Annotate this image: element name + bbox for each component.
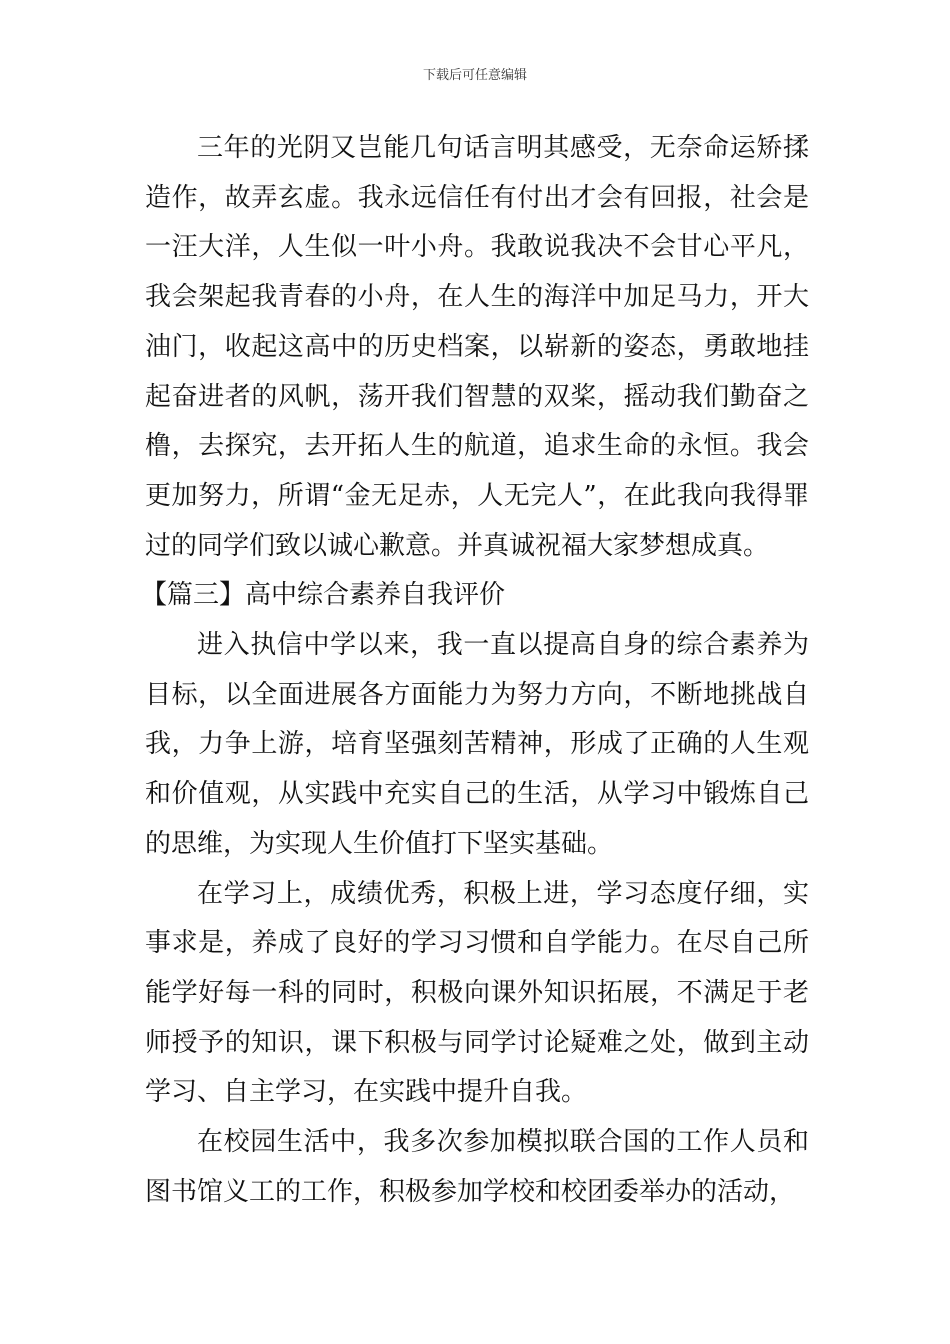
section-heading: 【篇三】高中综合素养自我评价 [141,580,506,611]
paragraph-reflection: 三年的光阴又岂能几句话言明其感受，无奈命运矫揉造作，故弄玄虚。我永远信任有付出才会有回报，社会是一汪大洋，人生似一叶小舟。我敢说我决不会甘心平凡，我会架起我青春的小舟，在人生的海洋中加足马力，开大油门，收起这高中的历史档案，以崭新的姿态，勇敢地挂起奋进者的风帆，荡开我们智慧的双桨，摇动我们勤奋之橹，去探究，去开拓人生的航道，追求生命的永恒。我会更加努力，所谓“金无足赤，人无完人”，在此我向我得罪过的同学们致以诚心歉意。并真诚祝福大家梦想成真。 [145,133,809,561]
paragraph-intro: 进入执信中学以来，我一直以提高自身的综合素养为目标，以全面进展各方面能力为努力方向，不断地挑战自我，力争上游，培育坚强刻苦精神，形成了正确的人生观和价值观，从实践中充实自己的生活，从学习中锻炼自己的思维，为实现人生价值打下坚实基础。 [145,630,809,859]
paragraph-campus-life: 在校园生活中，我多次参加模拟联合国的工作人员和图书馆义工的工作，积极参加学校和校团委举办的活动， [145,1127,809,1207]
paragraph-study: 在学习上，成绩优秀，积极上进，学习态度仔细，实事求是，养成了良好的学习习惯和自学能力。在尽自己所能学好每一科的同时，积极向课外知识拓展，不满足于老师授予的知识，课下积极与同学讨论疑难之处，做到主动学习、自主学习，在实践中提升自我。 [145,878,809,1108]
page-header: 下载后可任意编辑 [422,68,527,83]
document-body [141,124,809,1217]
